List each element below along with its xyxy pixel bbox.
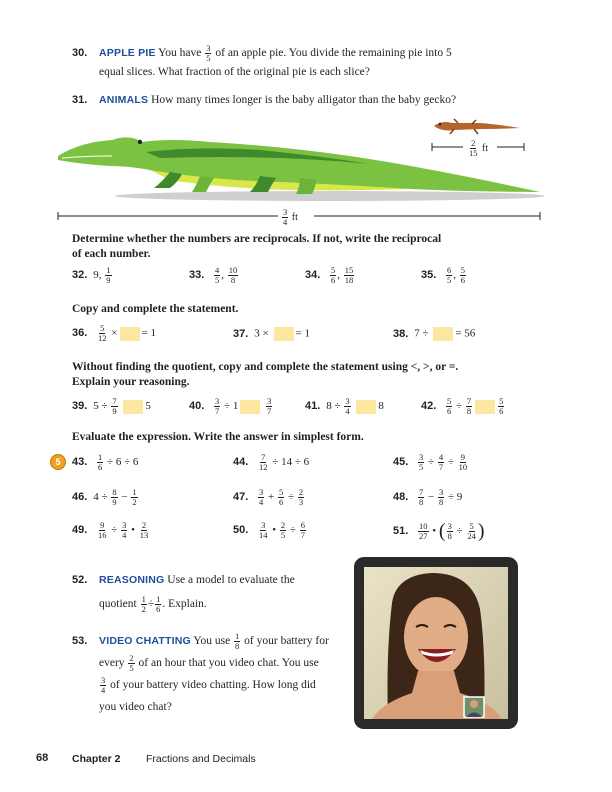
alligator-length-label: $\frac{3}{4}$ ft	[283, 207, 298, 227]
problem-53: 53. VIDEO CHATTING You use $\frac{1}{8}$ of your battery for every $\frac{2}{5}$ of an hour that you video chat. You use $\frac{3}{4}$ of your battery video chatting. How long did you video chat?	[72, 630, 329, 713]
exercise-49: 49. $\frac{9}{16}$ ÷ $\frac{3}{4}$ • $\frac{2}{13}$	[72, 520, 149, 540]
problem-keyword: ANIMALS	[99, 94, 149, 106]
answer-box	[356, 400, 376, 414]
answer-box	[120, 327, 140, 341]
problem-31	[72, 94, 552, 106]
alligator-shadow	[115, 191, 545, 201]
problem-text: How many times longer is the baby alligator than the baby gecko?	[151, 94, 457, 106]
exercise-44: 44. $\frac{7}{12}$ ÷ 14 ÷ 6	[233, 452, 310, 472]
problem-52: 52. REASONING Use a model to evaluate the quotient $\frac{1}{2}$ ÷ $\frac{1}{6}$ . Explain.	[72, 568, 342, 616]
exercise-38: 38. 7 ÷ = 56	[393, 327, 476, 340]
exercise-48: 48. $\frac{7}{8}$ − $\frac{3}{8}$ ÷ 9	[393, 487, 463, 507]
answer-box	[274, 327, 294, 341]
exercise-40: 40. $\frac{3}{7}$ ÷ 1 $\frac{3}{7}$	[189, 396, 272, 416]
exercise-42: 42. $\frac{5}{6}$ ÷ $\frac{7}{8}$ $\frac{5}{6}$	[421, 396, 504, 416]
directions-compare: Without finding the quotient, copy and complete the statement using <, >, or =. Explain your reasoning.	[72, 361, 459, 388]
alligator-gecko-figure	[50, 112, 550, 236]
fraction: $\frac{3}{5}$	[206, 43, 211, 63]
problem-keyword: APPLE PIE	[99, 47, 156, 60]
chapter-label: Chapter 2	[72, 753, 121, 765]
problem-text: of an apple pie. You divide the remaining pie into 5	[215, 47, 452, 60]
problem-number: 52.	[72, 574, 88, 586]
exercise-33: 33. $\frac{4}{5}$ , $\frac{10}{8}$	[189, 265, 238, 285]
problem-number: 31.	[72, 94, 88, 106]
answer-box	[475, 400, 495, 414]
problem-number: 30.	[72, 47, 88, 59]
exercise-34: 34. $\frac{5}{6}$ , $\frac{15}{18}$	[305, 265, 354, 285]
tablet-video-chat-photo	[352, 553, 520, 733]
answer-box	[123, 400, 143, 414]
problem-text: You have	[158, 47, 202, 60]
exercise-50: 50. $\frac{3}{14}$ • $\frac{2}{5}$ ÷ $\frac{6}{7}$	[233, 520, 305, 540]
example-badge: 5	[50, 454, 66, 470]
gecko-length-label: $\frac{2}{15}$ ft	[469, 138, 489, 158]
exercise-46: 46. 4 ÷ $\frac{8}{9}$ − $\frac{1}{2}$	[72, 487, 137, 507]
exercise-37: 37. 3 × = 1	[233, 327, 310, 340]
exercise-47: 47. $\frac{3}{4}$ + $\frac{5}{6}$ ÷ $\frac{2}{3}$	[233, 487, 304, 507]
answer-box	[433, 327, 453, 341]
exercise-43: 43. $\frac{1}{6}$ ÷ 6 ÷ 6	[72, 452, 139, 472]
directions-complete: Copy and complete the statement.	[72, 303, 239, 315]
directions-evaluate: Evaluate the expression. Write the answer in simplest form.	[72, 431, 364, 443]
problem-30	[72, 44, 552, 81]
problem-number: 53.	[72, 635, 88, 647]
exercise-36: 36. $\frac{5}{12}$ × = 1	[72, 323, 156, 343]
directions-reciprocals: Determine whether the numbers are reciprocals. If not, write the reciprocal of each number.	[72, 233, 442, 260]
exercise-39: 39. 5 ÷ $\frac{7}{9}$ 5	[72, 396, 151, 416]
exercise-35: 35. $\frac{6}{5}$ , $\frac{5}{6}$	[421, 265, 466, 285]
problem-text: equal slices. What fraction of the original pie is each slice?	[99, 66, 370, 78]
problem-keyword: REASONING	[99, 574, 165, 586]
problem-keyword: VIDEO CHATTING	[99, 635, 191, 647]
page-number: 68	[36, 752, 49, 764]
exercise-41: 41. 8 ÷ $\frac{3}{4}$ 8	[305, 396, 384, 416]
chapter-title: Fractions and Decimals	[146, 753, 256, 765]
exercise-51: 51. $\frac{10}{27}$ • ( $\frac{3}{8}$ ÷ $\frac{5}{24}$ )	[393, 520, 485, 542]
face	[404, 597, 468, 677]
exercise-32: 32. 9, $\frac{1}{9}$	[72, 265, 111, 285]
exercise-45: 45. $\frac{3}{5}$ ÷ $\frac{4}{7}$ ÷ $\frac{9}{10}$	[393, 452, 468, 472]
answer-box	[240, 400, 260, 414]
gecko-icon	[434, 119, 520, 134]
